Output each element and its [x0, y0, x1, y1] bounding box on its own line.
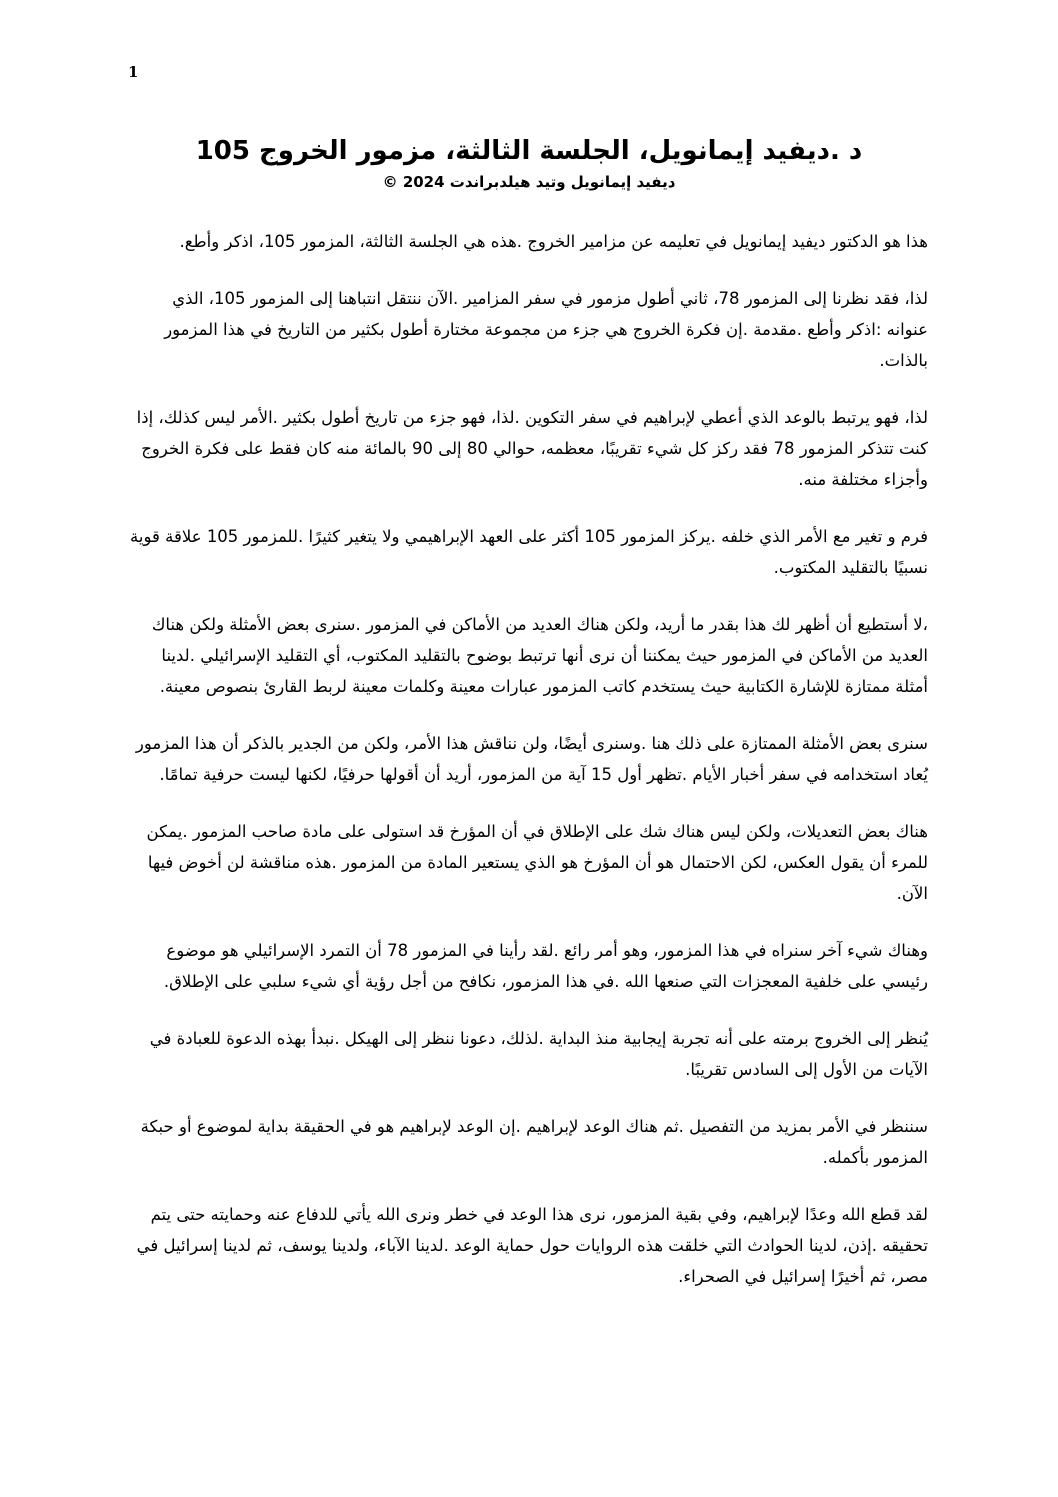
document-subtitle: ديفيد إيمانويل وتيد هيلدبراندت 2024 ©: [382, 173, 676, 191]
paragraph: ،لا أستطيع أن أظهر لك هذا بقدر ما أريد، ولكن هناك العديد من الأماكن في المزمور .سنرى بعض الأمثلة ولكن هناك العديد من الأماكن في المزمور حيث يمكننا أن نرى أنها ترتبط بوضوح بالتقليد المكتوب، أي التقليد الإسرائيلي .لدينا أمثلة ممتازة للإشارة الكتابية حيث يستخدم كاتب المزمور عبارات معينة وكلمات معينة لربط القارئ بنصوص معينة.: [151, 615, 928, 696]
paragraph: يُنظر إلى الخروج برمته على أنه تجربة إيجابية منذ البداية .لذلك، دعونا ننظر إلى الهيكل .نبدأ بهذه الدعوة للعبادة في الآيات من الأول إلى السادس تقريبًا.: [149, 1029, 928, 1079]
paragraph: سنرى بعض الأمثلة الممتازة على ذلك هنا .وسنرى أيضًا، ولن نناقش هذا الأمر، ولكن من الجدير بالذكر أن هذا المزمور يُعاد استخدامه في سفر أخبار الأيام .تظهر أول 15 آية من المزمور، أريد أن أقولها حرفيًا، لكنها ليست حرفية تمامًا.: [135, 734, 928, 784]
page-number: 1: [128, 63, 139, 81]
paragraph: لذا، فقد نظرنا إلى المزمور 78، ثاني أطول مزمور في سفر المزامير .الآن ننتقل انتباهنا إلى المزمور 105، الذي عنوانه :اذكر وأطع .مقدمة .إن فكرة الخروج هي جزء من مجموعة مختارة أطول بكثير من التاريخ في هذا المزمور بالذات.: [164, 289, 928, 370]
document-title: د .ديفيد إيمانويل، الجلسة الثالثة، مزمور الخروج 105: [195, 136, 863, 166]
paragraph: سننظر في الأمر بمزيد من التفصيل .ثم هناك الوعد لإبراهيم .إن الوعد لإبراهيم هو في الحقيقة بداية لموضوع أو حبكة المزمور بأكمله.: [140, 1117, 928, 1167]
paragraph: لذا، فهو يرتبط بالوعد الذي أعطي لإبراهيم في سفر التكوين .لذا، فهو جزء من تاريخ أطول بكثير .الأمر ليس كذلك، إذا كنت تتذكر المزمور 78 فقد ركز كل شيء تقريبًا، معظمه، حوالي 80 إلى 90 بالمائة منه كان فقط على فكرة الخروج وأجزاء مختلفة منه.: [136, 408, 928, 489]
paragraph: وهناك شيء آخر سنراه في هذا المزمور، وهو أمر رائع .لقد رأينا في المزمور 78 أن التمرد الإسرائيلي هو موضوع رئيسي على خلفية المعجزات التي صنعها الله .في هذا المزمور، نكافح من أجل رؤية أي شيء سلبي على الإطلاق.: [163, 941, 928, 991]
paragraph: هناك بعض التعديلات، ولكن ليس هناك شك على الإطلاق في أن المؤرخ قد استولى على مادة صاحب المزمور .يمكن للمرء أن يقول العكس، لكن الاحتمال هو أن المؤرخ هو الذي يستعير المادة من المزمور .هذه مناقشة لن أخوض فيها الآن.: [146, 822, 928, 903]
paragraph: فرم و تغير مع الأمر الذي خلفه .يركز المزمور 105 أكثر على العهد الإبراهيمي ولا يتغير كثيرًا .للمزمور 105 علاقة قوية نسبيًا بالتقليد المكتوب.: [130, 527, 928, 577]
document-header: [130, 132, 928, 194]
paragraph: هذا هو الدكتور ديفيد إيمانويل في تعليمه عن مزامير الخروج .هذه هي الجلسة الثالثة، المزمور 105، اذكر وأطع.: [179, 232, 928, 251]
paragraph: لقد قطع الله وعدًا لإبراهيم، وفي بقية المزمور، نرى هذا الوعد في خطر ونرى الله يأتي للدفاع عنه وحمايته حتى يتم تحقيقه .إذن، لدينا الحوادث التي خلقت هذه الروايات حول حماية الوعد .لدينا الآباء، ولدينا يوسف، ثم لدينا إسرائيل في مصر، ثم أخيرًا إسرائيل في الصحراء.: [136, 1205, 928, 1286]
document-body: [130, 226, 928, 1318]
